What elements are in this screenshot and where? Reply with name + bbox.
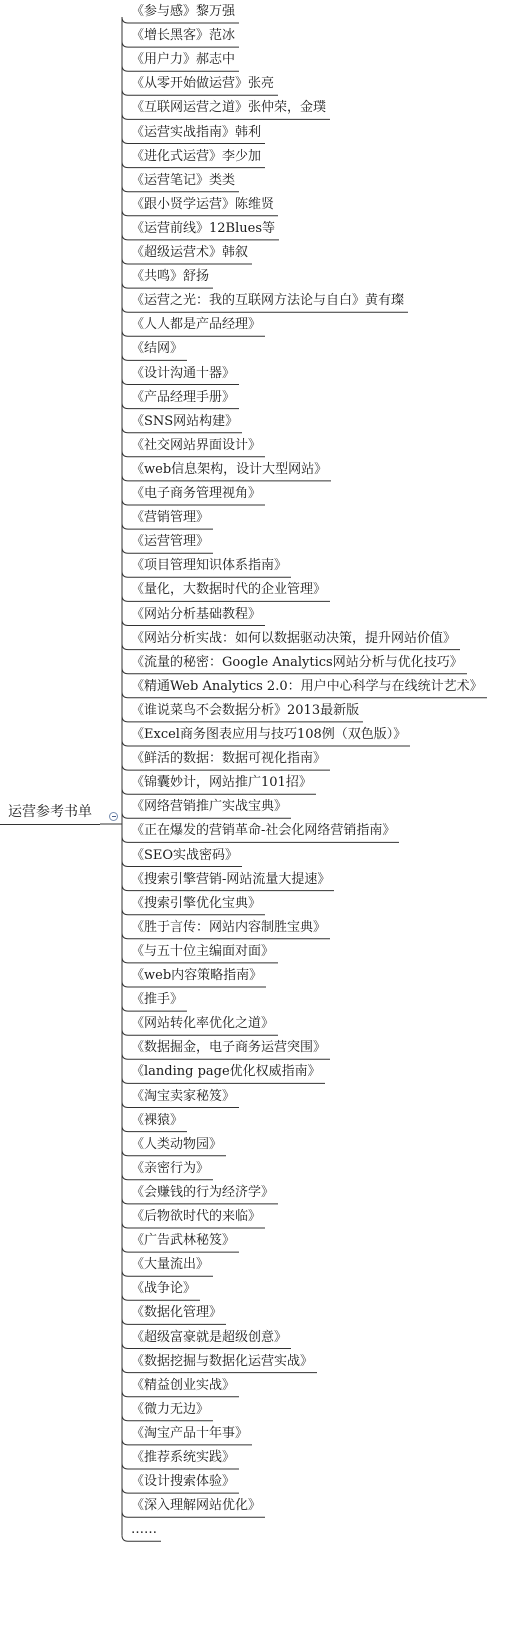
branch-item[interactable] [131,1280,196,1302]
branch-label: 《大量流出》 [131,1257,210,1273]
branch-item[interactable] [131,1353,313,1375]
branch-item[interactable] [131,1304,222,1326]
branch-item[interactable] [131,606,261,628]
branch-item[interactable] [131,316,261,338]
branch-label: 《淘宝卖家秘笈》 [131,1088,236,1104]
branch-item[interactable] [131,1425,248,1447]
branch-item[interactable] [131,1136,222,1158]
branch-label: 《人人都是产品经理》 [131,317,262,333]
branch-item[interactable] [131,196,274,218]
branch-label: 《广告武林秘笈》 [131,1233,236,1249]
root-underline [0,824,100,825]
branch-label: 《会赚钱的行为经济学》 [131,1184,275,1200]
branch-item[interactable] [131,798,287,820]
branch-item[interactable] [131,1088,235,1110]
branch-item[interactable] [131,485,261,507]
branch-label: 《运营笔记》类类 [131,172,236,188]
branch-label: 《产品经理手册》 [131,389,236,405]
branch-label: 《正在爆发的营销革命-社会化网络营销指南》 [131,823,396,839]
branch-item[interactable] [131,1063,321,1085]
branch-label: 《跟小贤学运营》陈维贤 [131,196,275,212]
branch-label: 《参与感》黎万强 [131,4,236,19]
branch-label: 《数据掘金，电子商务运营突围》 [131,1040,327,1056]
branch-item[interactable] [131,1015,274,1037]
branch-label: 《精通Web Analytics 2.0：用户中心科学与在线统计艺术》 [131,678,483,694]
branch-item[interactable] [131,75,274,97]
branch-label: 《运营前线》12Blues等 [131,220,275,236]
branch-label: 《推手》 [131,992,184,1008]
branch-item[interactable] [131,991,183,1013]
branch-item[interactable] [131,895,261,917]
branch-item[interactable] [131,413,238,435]
branch-label: 《淘宝产品十年事》 [131,1425,249,1441]
branch-label: 《网站转化率优化之道》 [131,1016,275,1032]
branch-item[interactable] [131,389,235,411]
branch-item[interactable] [131,1112,183,1134]
branch-item[interactable] [131,461,327,483]
branch-label: 《网站分析基础教程》 [131,606,262,622]
branch-label: 《鲜活的数据：数据可视化指南》 [131,751,327,767]
branch-label: 《谁说菜鸟不会数据分析》2013最新版 [131,702,360,718]
branch-label: 《数据挖掘与数据化运营实战》 [131,1353,314,1369]
branch-item[interactable] [131,702,359,724]
branch-label: 《SEO实战密码》 [131,847,239,863]
branch-label: 《量化，大数据时代的企业管理》 [131,582,327,598]
branch-item[interactable] [131,340,183,362]
branch-item[interactable] [131,1184,274,1206]
branch-item[interactable] [131,774,312,796]
branch-item[interactable] [131,268,209,290]
branch-label: 《从零开始做运营》张亮 [131,76,275,92]
branch-label: 《推荐系统实践》 [131,1450,236,1465]
branch-item[interactable] [131,1377,235,1399]
branch-item[interactable] [131,244,248,266]
branch-item[interactable] [131,27,235,49]
branch-item[interactable] [131,654,463,676]
branch-label: 《互联网运营之道》张仲荣，金璞 [131,100,327,116]
branch-item[interactable] [131,581,326,603]
branch-label: 《Excel商务图表应用与技巧108例（双色版）》 [131,727,407,742]
branch-label: 《搜索引擎营销-网站流量大提速》 [131,871,331,887]
branch-label: 《SNS网站构建》 [131,413,239,429]
branch-label: 《人类动物园》 [131,1136,223,1152]
branch-item[interactable] [131,919,326,941]
branch-label: 《亲密行为》 [131,1160,210,1176]
branch-label: 《电子商务管理视角》 [131,486,262,501]
branch-item[interactable] [131,124,261,146]
branch-item[interactable] [131,292,404,314]
branch-item[interactable] [131,3,235,25]
branch-item[interactable] [131,847,238,869]
branch-item[interactable] [131,822,395,844]
branch-label: 《运营之光：我的互联网方法论与自白》黄有璨 [131,293,405,309]
branch-label: 《微力无边》 [131,1401,210,1417]
branch-label: 《运营管理》 [131,534,210,550]
branch-item[interactable] [131,437,261,459]
branch-label: 《结网》 [131,341,184,357]
branch-item[interactable] [131,533,209,555]
branch-item[interactable] [131,51,235,73]
branch-label: 《运营实战指南》韩利 [131,124,262,140]
branch-label: 《社交网站界面设计》 [131,437,262,453]
branch-label: 《后物欲时代的来临》 [131,1209,262,1224]
branch-label: 《深入理解网站优化》 [131,1498,262,1514]
branch-item[interactable] [131,172,235,194]
branch-label: 《网站分析实战：如何以数据驱动决策，提升网站价值》 [131,630,457,646]
branch-label: 《设计搜索体验》 [131,1474,236,1490]
branch-item[interactable] [131,509,209,531]
branch-item[interactable] [131,557,287,579]
branch-label: 《进化式运营》李少加 [131,148,262,164]
branch-label: 《超级运营术》韩叙 [131,245,249,260]
root-topic[interactable]: 运营参考书单 [8,804,92,820]
branch-label: 《数据化管理》 [131,1305,223,1321]
branch-item[interactable] [131,1232,235,1254]
branch-item[interactable] [131,365,235,387]
branch-label: 《搜索引擎优化宝典》 [131,895,262,911]
branch-label: 《精益创业实战》 [131,1377,236,1393]
branch-item[interactable] [131,220,275,242]
branch-label: 《landing page优化权威指南》 [131,1064,321,1080]
branch-item[interactable] [131,148,261,170]
branch-label: …… [131,1522,157,1538]
branch-label: 《共鸣》舒扬 [131,269,210,285]
branch-item[interactable] [131,678,483,700]
branch-item[interactable] [131,750,326,772]
branch-item[interactable] [131,726,406,748]
branch-item[interactable] [131,1039,326,1061]
branch-item[interactable] [131,871,330,893]
branch-item[interactable] [131,1208,261,1230]
branch-item[interactable] [131,99,326,121]
branch-label: 《战争论》 [131,1281,197,1297]
branch-item[interactable] [131,1473,235,1495]
branch-item[interactable] [131,1160,209,1182]
branch-item[interactable] [131,1521,157,1543]
branch-label: 《流量的秘密：Google Analytics网站分析与优化技巧》 [131,654,463,670]
branch-label: 《增长黑客》范冰 [131,28,236,44]
branch-label: 《项目管理知识体系指南》 [131,558,288,574]
branch-label: 《网络营销推广实战宝典》 [131,799,288,815]
branch-label: 《web内容策略指南》 [131,968,263,983]
branch-item[interactable] [131,1449,235,1471]
branch-label: 《web信息架构，设计大型网站》 [131,461,328,477]
branch-item[interactable] [131,1256,209,1278]
branch-label: 《超级富豪就是超级创意》 [131,1329,288,1345]
branch-label: 《营销管理》 [131,510,210,526]
branch-item[interactable] [131,967,262,989]
branch-label: 《胜于言传：网站内容制胜宝典》 [131,919,327,935]
branch-label: 《用户力》郝志中 [131,52,236,68]
branch-label: 《裸猿》 [131,1112,184,1128]
branch-item[interactable] [131,1329,287,1351]
branch-item[interactable] [131,1401,209,1423]
branch-item[interactable] [131,943,274,965]
branch-label: 《与五十位主编面对面》 [131,943,275,959]
collapse-toggle-icon[interactable] [109,812,118,821]
branch-item[interactable] [131,1497,261,1519]
branch-label: 《锦囊妙计，网站推广101招》 [131,775,312,791]
branch-item[interactable] [131,630,456,652]
branch-label: 《设计沟通十器》 [131,365,236,381]
